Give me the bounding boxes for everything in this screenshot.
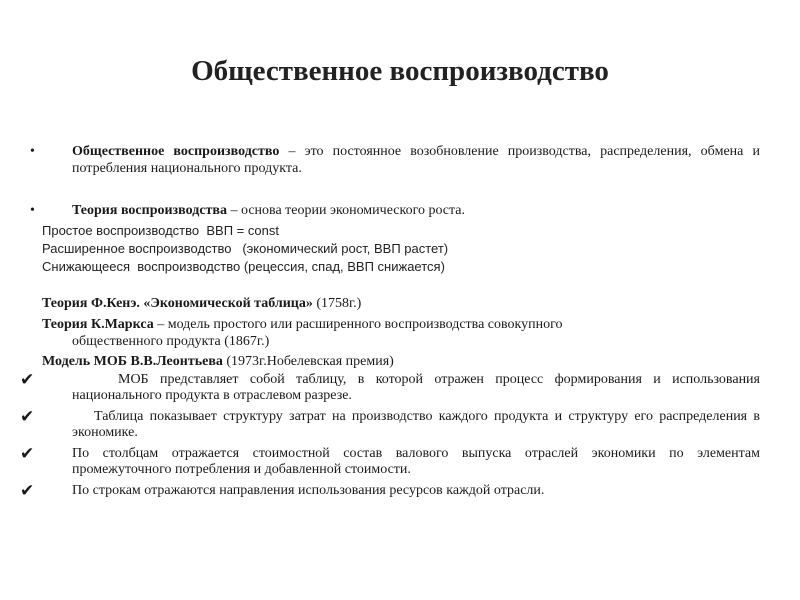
type-simple: Простое воспроизводство ВВП = const bbox=[42, 223, 279, 238]
bullet-text bbox=[72, 143, 760, 177]
check-text: Таблица показывает структуру затрат на производство каждого продукта и структуру его распределения в экономике. bbox=[72, 409, 760, 440]
theory-year: (1758г.) bbox=[312, 296, 362, 311]
check-text: По столбцам отражается стоимостной состав валового выпуска отраслей экономики по элементам промежуточного потребления и добавленной стоимости. bbox=[72, 446, 760, 477]
page-title: Общественное воспроизводство bbox=[191, 55, 609, 87]
checkmark-icon: ✔ bbox=[20, 444, 35, 464]
theory-quesnay bbox=[42, 295, 760, 312]
checkmark-icon: ✔ bbox=[20, 370, 35, 390]
model-leontief bbox=[42, 353, 760, 370]
model-term: Модель МОБ В.В.Леонтьева bbox=[42, 354, 223, 369]
bullet-term: Теория воспроизводства bbox=[72, 203, 227, 218]
theory-marx bbox=[42, 316, 760, 350]
theory-description-cont: общественного продукта (1867г.) bbox=[72, 334, 270, 349]
theory-term: Теория К.Маркса bbox=[42, 317, 154, 332]
model-note: (1973г.Нобелевская премия) bbox=[222, 354, 394, 369]
bullet-term: Общественное воспроизводство bbox=[72, 144, 280, 159]
bullet-text bbox=[72, 202, 760, 219]
bullet-dot-icon: • bbox=[30, 203, 35, 218]
type-extended: Расширенное воспроизводство (экономический рост, ВВП растет) bbox=[42, 241, 449, 256]
check-text: По строкам отражаются направления использования ресурсов каждой отрасли. bbox=[72, 483, 545, 498]
type-declining: Снижающееся воспроизводство (рецессия, спад, ВВП снижается) bbox=[42, 259, 445, 274]
bullet-definition: – это постоянное возобновление производства, распределения, обмена и потребления национального продукта. bbox=[72, 144, 760, 176]
checkmark-icon: ✔ bbox=[20, 481, 35, 501]
theory-term: Теория Ф.Кенэ. «Экономической таблица» bbox=[42, 296, 313, 311]
bullet-definition: – основа теории экономического роста. bbox=[226, 203, 466, 218]
bullet-dot-icon: • bbox=[30, 144, 35, 159]
check-text: МОБ представляет собой таблицу, в которой отражен процесс формирования и использования национального продукта в отраслевом разрезе. bbox=[72, 372, 760, 403]
theory-description: – модель простого или расширенного воспроизводства совокупного bbox=[153, 317, 563, 332]
checkmark-icon: ✔ bbox=[20, 407, 35, 427]
